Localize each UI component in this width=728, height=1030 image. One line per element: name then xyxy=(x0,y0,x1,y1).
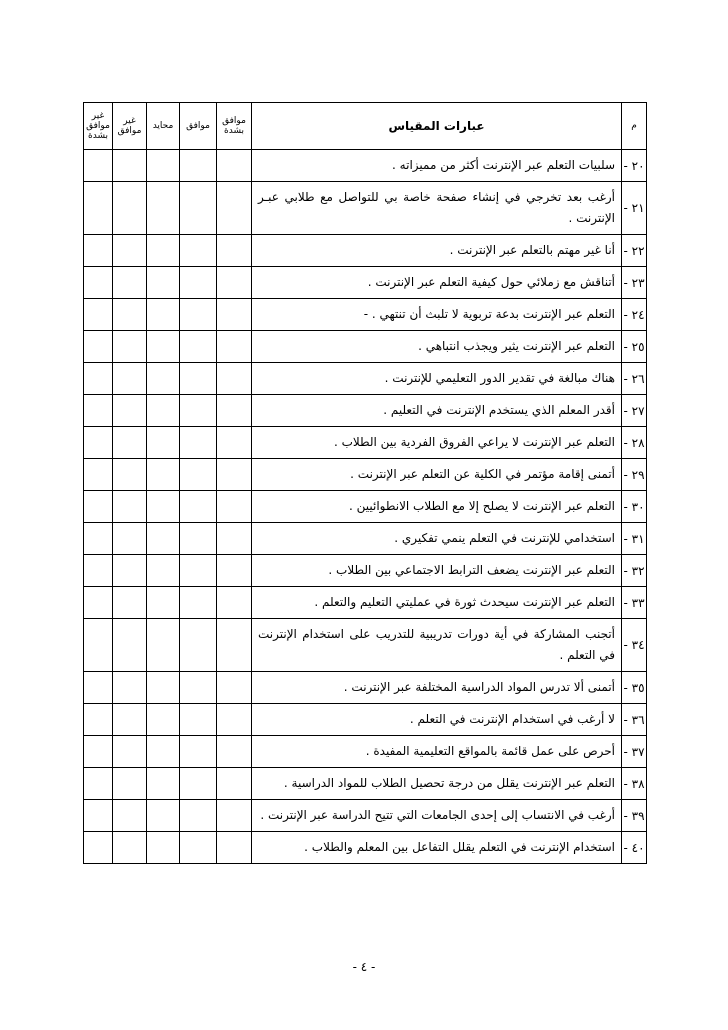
response-cell-neutral[interactable] xyxy=(147,150,180,182)
response-cell-strongly-disagree[interactable] xyxy=(84,150,113,182)
item-number: ٣٧ - xyxy=(622,736,647,768)
table-row xyxy=(84,267,647,299)
table-row xyxy=(84,395,647,427)
response-cell-agree[interactable] xyxy=(180,800,217,832)
table-row xyxy=(84,523,647,555)
response-cell-neutral[interactable] xyxy=(147,704,180,736)
response-cell-neutral[interactable] xyxy=(147,619,180,672)
response-cell-disagree[interactable] xyxy=(113,704,147,736)
response-cell-strongly-disagree[interactable] xyxy=(84,555,113,587)
table-row xyxy=(84,736,647,768)
response-cell-disagree[interactable] xyxy=(113,736,147,768)
response-cell-strongly-disagree[interactable] xyxy=(84,523,113,555)
response-cell-agree[interactable] xyxy=(180,459,217,491)
item-number: ٢٦ - xyxy=(622,363,647,395)
header-strongly-agree: موافق بشدة xyxy=(217,103,252,150)
response-cell-disagree[interactable] xyxy=(113,235,147,267)
response-cell-disagree[interactable] xyxy=(113,800,147,832)
response-cell-strongly-disagree[interactable] xyxy=(84,587,113,619)
response-cell-disagree[interactable] xyxy=(113,768,147,800)
response-cell-neutral[interactable] xyxy=(147,427,180,459)
response-cell-agree[interactable] xyxy=(180,182,217,235)
header-statements: عبارات المقياس xyxy=(252,103,622,150)
response-cell-neutral[interactable] xyxy=(147,363,180,395)
item-statement: أرغب بعد تخرجي في إنشاء صفحة خاصة بي للتواصل مع طلابي عبـر الإنترنت . xyxy=(252,182,622,235)
response-cell-strongly-disagree[interactable] xyxy=(84,267,113,299)
response-cell-strongly-disagree[interactable] xyxy=(84,363,113,395)
response-cell-strongly-agree[interactable] xyxy=(217,587,252,619)
item-number: ٢٨ - xyxy=(622,427,647,459)
response-cell-strongly-agree[interactable] xyxy=(217,427,252,459)
response-cell-agree[interactable] xyxy=(180,491,217,523)
response-cell-agree[interactable] xyxy=(180,736,217,768)
response-cell-strongly-agree[interactable] xyxy=(217,491,252,523)
response-cell-agree[interactable] xyxy=(180,395,217,427)
table-row xyxy=(84,363,647,395)
item-number: ٤٠ - xyxy=(622,832,647,864)
response-cell-strongly-agree[interactable] xyxy=(217,363,252,395)
response-cell-neutral[interactable] xyxy=(147,800,180,832)
response-cell-disagree[interactable] xyxy=(113,363,147,395)
item-statement: أرغب في الانتساب إلى إحدى الجامعات التي تتيح الدراسة عبر الإنترنت . xyxy=(252,800,622,832)
response-cell-strongly-disagree[interactable] xyxy=(84,800,113,832)
item-statement: أتمنى ألا تدرس المواد الدراسية المختلفة عبر الإنترنت . xyxy=(252,672,622,704)
table-row xyxy=(84,182,647,235)
item-number: ٣٠ - xyxy=(622,491,647,523)
response-cell-strongly-agree[interactable] xyxy=(217,619,252,672)
item-statement: أتمنى إقامة مؤتمر في الكلية عن التعلم عبر الإنترنت . xyxy=(252,459,622,491)
response-cell-neutral[interactable] xyxy=(147,523,180,555)
item-number: ٣٩ - xyxy=(622,800,647,832)
response-cell-strongly-disagree[interactable] xyxy=(84,619,113,672)
response-cell-strongly-disagree[interactable] xyxy=(84,672,113,704)
item-statement: التعلم عبر الإنترنت يقلل من درجة تحصيل الطلاب للمواد الدراسية . xyxy=(252,768,622,800)
item-statement: استخدامي للإنترنت في التعلم ينمي تفكيري . xyxy=(252,523,622,555)
response-cell-strongly-agree[interactable] xyxy=(217,555,252,587)
response-cell-strongly-disagree[interactable] xyxy=(84,182,113,235)
item-statement: التعلم عبر الإنترنت يثير ويجذب انتباهي . xyxy=(252,331,622,363)
response-cell-strongly-disagree[interactable] xyxy=(84,491,113,523)
item-statement: أنا غير مهتم بالتعلم عبر الإنترنت . xyxy=(252,235,622,267)
response-cell-disagree[interactable] xyxy=(113,587,147,619)
attitude-scale-table xyxy=(83,102,647,864)
statement-rows xyxy=(84,150,647,864)
response-cell-agree[interactable] xyxy=(180,619,217,672)
response-cell-disagree[interactable] xyxy=(113,267,147,299)
item-number: ٢٤ - xyxy=(622,299,647,331)
response-cell-disagree[interactable] xyxy=(113,619,147,672)
response-cell-neutral[interactable] xyxy=(147,491,180,523)
item-statement: أحرص على عمل قائمة بالمواقع التعليمية المفيدة . xyxy=(252,736,622,768)
response-cell-strongly-agree[interactable] xyxy=(217,267,252,299)
response-cell-neutral[interactable] xyxy=(147,299,180,331)
response-cell-strongly-disagree[interactable] xyxy=(84,768,113,800)
response-cell-neutral[interactable] xyxy=(147,832,180,864)
table-row xyxy=(84,235,647,267)
item-statement: لا أرغب في استخدام الإنترنت في التعلم . xyxy=(252,704,622,736)
response-cell-agree[interactable] xyxy=(180,832,217,864)
table-row xyxy=(84,768,647,800)
response-cell-disagree[interactable] xyxy=(113,555,147,587)
response-cell-strongly-agree[interactable] xyxy=(217,672,252,704)
response-cell-neutral[interactable] xyxy=(147,235,180,267)
header-row xyxy=(84,103,647,150)
item-statement: التعلم عبر الإنترنت بدعة تربوية لا تلبث أن تنتهي . - xyxy=(252,299,622,331)
item-statement: أتناقش مع زملائي حول كيفية التعلم عبر الإنترنت . xyxy=(252,267,622,299)
response-cell-agree[interactable] xyxy=(180,363,217,395)
response-cell-strongly-disagree[interactable] xyxy=(84,395,113,427)
item-statement: التعلم عبر الإنترنت لا يصلح إلا مع الطلاب الانطوائيين . xyxy=(252,491,622,523)
table-row xyxy=(84,491,647,523)
item-number: ٢٠ - xyxy=(622,150,647,182)
response-cell-neutral[interactable] xyxy=(147,395,180,427)
response-cell-strongly-disagree[interactable] xyxy=(84,235,113,267)
response-cell-strongly-agree[interactable] xyxy=(217,150,252,182)
response-cell-agree[interactable] xyxy=(180,672,217,704)
response-cell-neutral[interactable] xyxy=(147,736,180,768)
response-cell-agree[interactable] xyxy=(180,427,217,459)
response-cell-agree[interactable] xyxy=(180,523,217,555)
response-cell-neutral[interactable] xyxy=(147,331,180,363)
table-row xyxy=(84,587,647,619)
response-cell-strongly-disagree[interactable] xyxy=(84,427,113,459)
response-cell-strongly-agree[interactable] xyxy=(217,768,252,800)
response-cell-disagree[interactable] xyxy=(113,331,147,363)
item-statement: استخدام الإنترنت في التعلم يقلل التفاعل بين المعلم والطلاب . xyxy=(252,832,622,864)
item-number: ٣٢ - xyxy=(622,555,647,587)
response-cell-neutral[interactable] xyxy=(147,672,180,704)
item-statement: التعلم عبر الإنترنت سيحدث ثورة في عمليتي التعليم والتعلم . xyxy=(252,587,622,619)
table-row xyxy=(84,832,647,864)
response-cell-agree[interactable] xyxy=(180,587,217,619)
page-number: - ٤ - xyxy=(352,960,376,974)
response-cell-disagree[interactable] xyxy=(113,150,147,182)
item-number: ٢٢ - xyxy=(622,235,647,267)
response-cell-agree[interactable] xyxy=(180,704,217,736)
item-number: ٣٤ - xyxy=(622,619,647,672)
response-cell-strongly-agree[interactable] xyxy=(217,832,252,864)
response-cell-strongly-agree[interactable] xyxy=(217,182,252,235)
response-cell-strongly-agree[interactable] xyxy=(217,523,252,555)
item-number: ٣٣ - xyxy=(622,587,647,619)
response-cell-strongly-agree[interactable] xyxy=(217,800,252,832)
response-cell-neutral[interactable] xyxy=(147,768,180,800)
response-cell-disagree[interactable] xyxy=(113,832,147,864)
response-cell-strongly-disagree[interactable] xyxy=(84,299,113,331)
response-cell-disagree[interactable] xyxy=(113,523,147,555)
response-cell-agree[interactable] xyxy=(180,331,217,363)
response-cell-agree[interactable] xyxy=(180,555,217,587)
table-row xyxy=(84,150,647,182)
response-cell-strongly-disagree[interactable] xyxy=(84,459,113,491)
response-cell-neutral[interactable] xyxy=(147,182,180,235)
response-cell-strongly-agree[interactable] xyxy=(217,331,252,363)
item-statement: أتجنب المشاركة في أية دورات تدريبية للتدريب على استخدام الإنترنت في التعلم . xyxy=(252,619,622,672)
response-cell-disagree[interactable] xyxy=(113,427,147,459)
item-statement: أقدر المعلم الذي يستخدم الإنترنت في التعليم . xyxy=(252,395,622,427)
response-cell-strongly-agree[interactable] xyxy=(217,299,252,331)
response-cell-strongly-agree[interactable] xyxy=(217,704,252,736)
survey-sheet xyxy=(83,102,646,864)
response-cell-agree[interactable] xyxy=(180,235,217,267)
response-cell-disagree[interactable] xyxy=(113,459,147,491)
response-cell-neutral[interactable] xyxy=(147,555,180,587)
item-number: ٣٥ - xyxy=(622,672,647,704)
header-agree: موافق xyxy=(180,103,217,150)
response-cell-disagree[interactable] xyxy=(113,299,147,331)
response-cell-neutral[interactable] xyxy=(147,587,180,619)
response-cell-disagree[interactable] xyxy=(113,672,147,704)
response-cell-disagree[interactable] xyxy=(113,395,147,427)
response-cell-agree[interactable] xyxy=(180,299,217,331)
item-number: ٣٦ - xyxy=(622,704,647,736)
table-row xyxy=(84,619,647,672)
response-cell-strongly-agree[interactable] xyxy=(217,235,252,267)
item-number: ٣١ - xyxy=(622,523,647,555)
table-row xyxy=(84,427,647,459)
table-row xyxy=(84,555,647,587)
response-cell-strongly-agree[interactable] xyxy=(217,395,252,427)
response-cell-strongly-disagree[interactable] xyxy=(84,736,113,768)
response-cell-strongly-disagree[interactable] xyxy=(84,832,113,864)
item-statement: التعلم عبر الإنترنت يضعف الترابط الاجتماعي بين الطلاب . xyxy=(252,555,622,587)
response-cell-disagree[interactable] xyxy=(113,491,147,523)
item-statement: التعلم عبر الإنترنت لا يراعي الفروق الفردية بين الطلاب . xyxy=(252,427,622,459)
response-cell-neutral[interactable] xyxy=(147,459,180,491)
table-row xyxy=(84,299,647,331)
item-number: ٢٩ - xyxy=(622,459,647,491)
item-number: ٣٨ - xyxy=(622,768,647,800)
response-cell-agree[interactable] xyxy=(180,150,217,182)
table-row xyxy=(84,704,647,736)
response-cell-disagree[interactable] xyxy=(113,182,147,235)
response-cell-strongly-disagree[interactable] xyxy=(84,704,113,736)
item-number: ٢٣ - xyxy=(622,267,647,299)
response-cell-neutral[interactable] xyxy=(147,267,180,299)
response-cell-agree[interactable] xyxy=(180,267,217,299)
header-number: م xyxy=(622,103,647,150)
response-cell-agree[interactable] xyxy=(180,768,217,800)
table-row xyxy=(84,672,647,704)
item-number: ٢٧ - xyxy=(622,395,647,427)
table-row xyxy=(84,331,647,363)
table-row xyxy=(84,459,647,491)
item-number: ٢٥ - xyxy=(622,331,647,363)
header-disagree: غير موافق xyxy=(113,103,147,150)
header-neutral: محايد xyxy=(147,103,180,150)
response-cell-strongly-agree[interactable] xyxy=(217,459,252,491)
item-statement: هناك مبالغة في تقدير الدور التعليمي للإنترنت . xyxy=(252,363,622,395)
response-cell-strongly-agree[interactable] xyxy=(217,736,252,768)
table-row xyxy=(84,800,647,832)
header-strongly-disagree: غير موافق بشدة xyxy=(84,103,113,150)
response-cell-strongly-disagree[interactable] xyxy=(84,331,113,363)
item-statement: سلبيات التعلم عبر الإنترنت أكثر من مميزاته . xyxy=(252,150,622,182)
item-number: ٢١ - xyxy=(622,182,647,235)
